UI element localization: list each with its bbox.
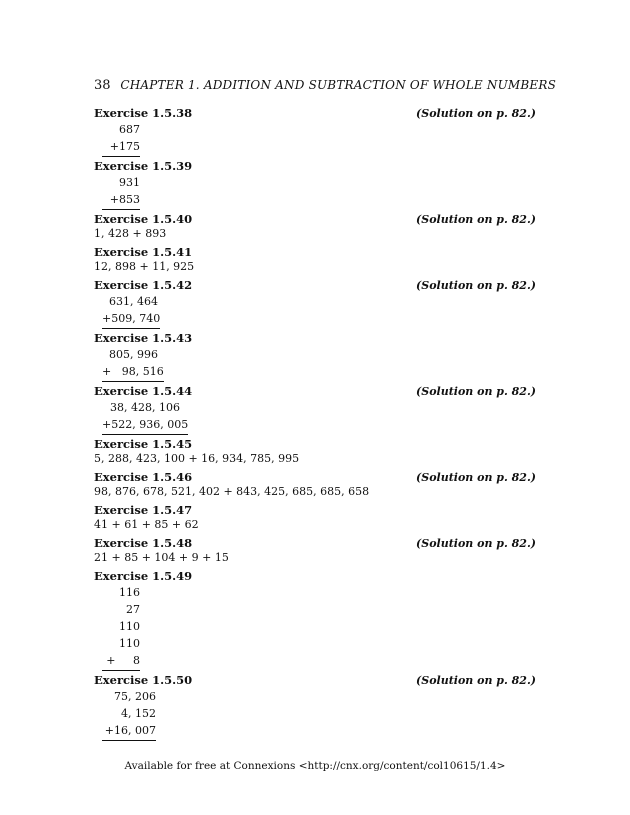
- addend-value: 110: [119, 620, 140, 633]
- vertical-addition: [94, 293, 536, 327]
- addend-line-with-rule: [102, 416, 536, 433]
- exercise-heading: [94, 278, 536, 293]
- exercise-item: [94, 384, 536, 433]
- solution-link[interactable]: (Solution on p. 82.): [416, 674, 536, 687]
- exercise-heading: [94, 569, 536, 584]
- exercise-title: Exercise 1.5.48: [94, 536, 193, 550]
- solution-link[interactable]: (Solution on p. 82.): [416, 385, 536, 398]
- exercise-title: Exercise 1.5.43: [94, 331, 193, 345]
- exercise-title: Exercise 1.5.38: [94, 106, 193, 120]
- addend-line: [102, 293, 536, 310]
- addend-value: 4, 152: [121, 707, 156, 720]
- exercise-expression: 1, 428 + 893: [94, 227, 167, 240]
- addend-value: 38, 428, 106: [110, 401, 180, 414]
- exercise-title: Exercise 1.5.44: [94, 384, 193, 398]
- exercise-item: [94, 437, 536, 466]
- exercise-expression: 12, 898 + 11, 925: [94, 260, 195, 273]
- exercise-heading: [94, 503, 536, 518]
- addend-value: 931: [119, 176, 140, 189]
- addend-value: +522, 936, 005: [102, 416, 188, 435]
- exercise-expression: 21 + 85 + 104 + 9 + 15: [94, 551, 229, 564]
- exercise-title: Exercise 1.5.50: [94, 673, 193, 687]
- vertical-addition: [94, 346, 536, 380]
- vertical-addition: [94, 584, 536, 669]
- vertical-addition: [94, 174, 536, 208]
- exercise-title: Exercise 1.5.45: [94, 437, 193, 451]
- solution-link[interactable]: (Solution on p. 82.): [416, 213, 536, 226]
- exercise-title: Exercise 1.5.47: [94, 503, 193, 517]
- solution-link[interactable]: (Solution on p. 82.): [416, 537, 536, 550]
- addend-line: [102, 399, 536, 416]
- exercise-heading: [94, 106, 536, 121]
- addend-line-with-rule: [102, 722, 536, 739]
- solution-link[interactable]: (Solution on p. 82.): [416, 279, 536, 292]
- addend-value: +853: [102, 191, 140, 210]
- exercise-item: [94, 212, 536, 241]
- solution-link[interactable]: (Solution on p. 82.): [416, 471, 536, 484]
- exercise-heading: [94, 536, 536, 551]
- addend-value: +509, 740: [102, 310, 160, 329]
- exercise-item: [94, 536, 536, 565]
- addend-line-with-rule: [102, 310, 536, 327]
- exercise-title: Exercise 1.5.40: [94, 212, 193, 226]
- exercise-title: Exercise 1.5.49: [94, 569, 193, 583]
- addend-line-with-rule: [102, 363, 536, 380]
- addend-value: +16, 007: [102, 722, 156, 741]
- exercise-item: [94, 245, 536, 274]
- addend-value: 805, 996: [109, 348, 158, 361]
- addend-value: +175: [102, 138, 140, 157]
- addend-line-with-rule: [102, 138, 536, 155]
- exercise-expression: 98, 876, 678, 521, 402 + 843, 425, 685, 685, 658: [94, 485, 370, 498]
- footer-availability: Available for free at Connexions <http://cnx.org/content/col10615/1.4>: [124, 760, 506, 772]
- addend-value: + 98, 516: [102, 363, 164, 382]
- addend-line-with-rule: [102, 652, 536, 669]
- addend-value: + 8: [102, 652, 140, 671]
- addend-line: [102, 121, 536, 138]
- addend-value: 687: [119, 123, 140, 136]
- exercise-expression: 5, 288, 423, 100 + 16, 934, 785, 995: [94, 452, 300, 465]
- exercise-heading: [94, 437, 536, 452]
- addend-value: 116: [119, 586, 140, 599]
- exercise-heading: [94, 384, 536, 399]
- exercise-item: [94, 106, 536, 155]
- exercise-item: [94, 503, 536, 532]
- solution-link[interactable]: (Solution on p. 82.): [416, 107, 536, 120]
- exercise-item: [94, 673, 536, 739]
- addend-line: [102, 601, 536, 618]
- exercise-heading: [94, 673, 536, 688]
- addend-line: [102, 346, 536, 363]
- exercise-title: Exercise 1.5.39: [94, 159, 193, 173]
- addend-line: [102, 635, 536, 652]
- addend-value: 631, 464: [109, 295, 158, 308]
- exercise-title: Exercise 1.5.41: [94, 245, 193, 259]
- exercise-heading: [94, 159, 536, 174]
- exercise-item: [94, 331, 536, 380]
- exercise-list: [94, 106, 536, 743]
- addend-line: [102, 688, 536, 705]
- addend-line-with-rule: [102, 191, 536, 208]
- vertical-addition: [94, 399, 536, 433]
- exercise-title: Exercise 1.5.42: [94, 278, 193, 292]
- exercise-item: [94, 278, 536, 327]
- addend-value: 110: [119, 637, 140, 650]
- exercise-item: [94, 470, 536, 499]
- page-number: 38: [94, 78, 111, 93]
- addend-line: [102, 584, 536, 601]
- exercise-expression: 41 + 61 + 85 + 62: [94, 518, 199, 531]
- addend-value: 27: [126, 603, 140, 616]
- exercise-heading: [94, 212, 536, 227]
- addend-line: [102, 174, 536, 191]
- exercise-item: [94, 159, 536, 208]
- addend-line: [102, 618, 536, 635]
- exercise-title: Exercise 1.5.46: [94, 470, 193, 484]
- exercise-item: [94, 569, 536, 669]
- addend-value: 75, 206: [114, 690, 156, 703]
- exercise-heading: [94, 245, 536, 260]
- running-header: CHAPTER 1. ADDITION AND SUBTRACTION OF WHOLE NUMBERS: [120, 78, 556, 92]
- exercise-heading: [94, 331, 536, 346]
- addend-line: [102, 705, 536, 722]
- exercise-heading: [94, 470, 536, 485]
- vertical-addition: [94, 121, 536, 155]
- vertical-addition: [94, 688, 536, 739]
